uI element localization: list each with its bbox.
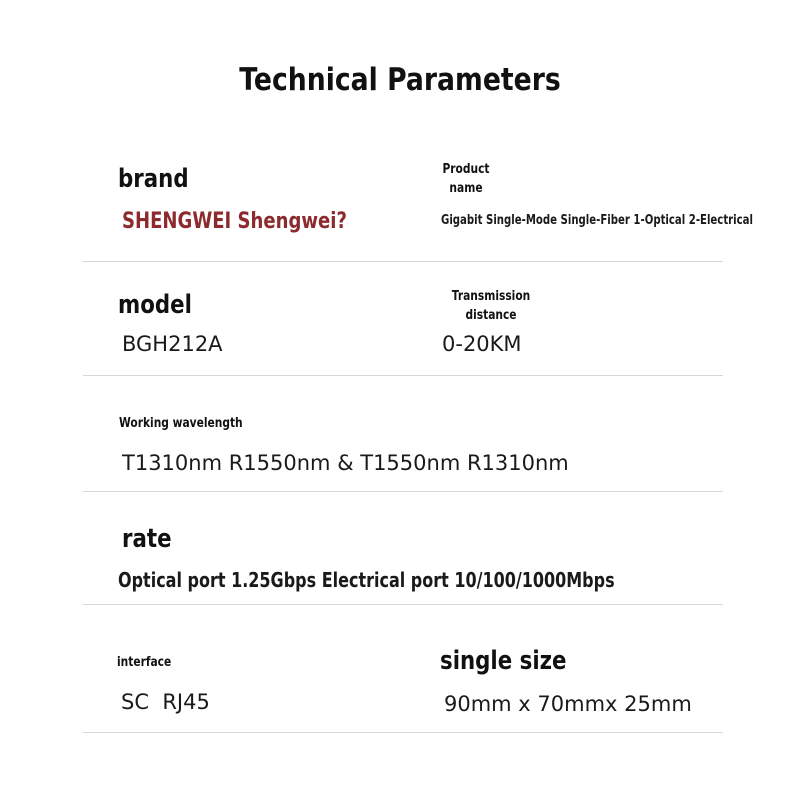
divider — [83, 604, 723, 605]
transmission-distance-label-line1: Transmission — [451, 289, 531, 304]
model-label: model — [118, 290, 192, 320]
single-size-value: 90mm x 70mmx 25mm — [444, 692, 692, 716]
product-name-label-line2: name — [449, 181, 483, 196]
rate-label: rate — [122, 524, 172, 554]
divider — [83, 261, 723, 262]
single-size-label: single size — [440, 646, 567, 676]
divider — [83, 491, 723, 492]
working-wavelength-label: Working wavelength — [119, 416, 243, 431]
product-name-label-line1: Product — [442, 162, 490, 177]
transmission-distance-label — [446, 287, 536, 325]
divider — [83, 375, 723, 376]
interface-label: interface — [117, 655, 172, 670]
brand-label: brand — [118, 164, 189, 194]
divider — [83, 732, 723, 733]
product-name-label — [433, 160, 499, 198]
page-title: Technical Parameters — [239, 62, 561, 98]
transmission-distance-label-line2: distance — [465, 308, 517, 323]
model-value: BGH212A — [122, 332, 223, 356]
brand-value: SHENGWEI Shengwei? — [122, 209, 347, 234]
interface-value: SC RJ45 — [121, 690, 210, 714]
product-name-value: Gigabit Single-Mode Single-Fiber 1-Optical 2-Electrical — [441, 213, 753, 228]
working-wavelength-value: T1310nm R1550nm & T1550nm R1310nm — [122, 451, 569, 475]
transmission-distance-value: 0-20KM — [442, 332, 522, 356]
rate-value: Optical port 1.25Gbps Electrical port 10/100/1000Mbps — [118, 568, 615, 592]
